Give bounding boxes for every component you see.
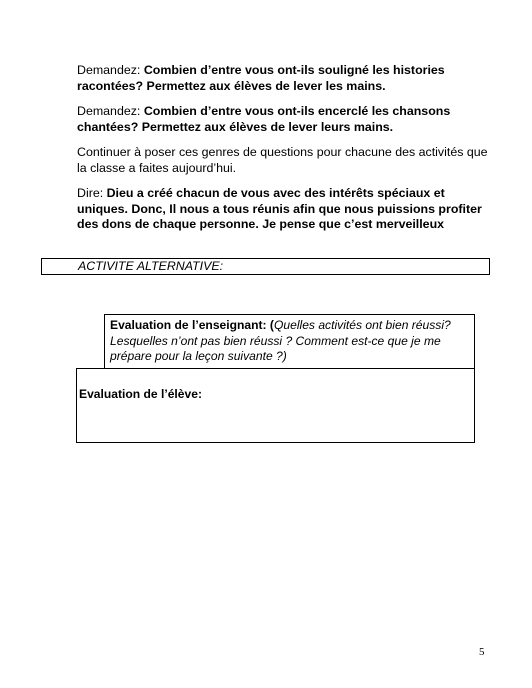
- student-evaluation-box: [76, 368, 475, 443]
- teacher-evaluation-question: Quelles activités ont bien réussi? Lesquelles n’ont pas bien réussi ? Comment est-ce que je me prépare pour la leçon suivante ?): [110, 318, 451, 363]
- teacher-evaluation-label: Evaluation de l’enseignant: (: [110, 318, 274, 332]
- page-number: 5: [479, 646, 485, 658]
- instruction-text: Dieu a créé chacun de vous avec des intérêts spéciaux et uniques. Donc, Il nous a tous réunis afin que nous puissions profiter des dons de chaque personne. Je pense que c’est merveilleux: [77, 186, 482, 231]
- instruction-label: Demandez:: [77, 63, 144, 77]
- instruction-continue: Continuer à poser ces genres de questions pour chacune des activités que la classe a faites aujourd’hui.: [77, 145, 488, 175]
- teacher-evaluation-box: [104, 314, 475, 369]
- teacher-evaluation-text: [110, 318, 470, 365]
- instruction-say: [77, 186, 497, 233]
- instruction-text: Combien d’entre vous ont-ils encerclé les chansons chantées? Permettez aux élèves de lever leurs mains.: [77, 104, 451, 134]
- student-evaluation-label: Evaluation de l’élève:: [79, 387, 202, 401]
- instruction-text: Combien d’entre vous ont-ils souligné les histories racontées? Permettez aux élèves de lever les mains.: [77, 63, 445, 93]
- instruction-ask-songs: [77, 104, 497, 135]
- instruction-label: Demandez:: [77, 104, 144, 118]
- instruction-ask-stories: [77, 63, 497, 94]
- alternative-activity-label: ACTIVITE ALTERNATIVE:: [78, 259, 224, 273]
- alternative-activity-box: [41, 258, 490, 275]
- instruction-label: Dire:: [77, 186, 107, 200]
